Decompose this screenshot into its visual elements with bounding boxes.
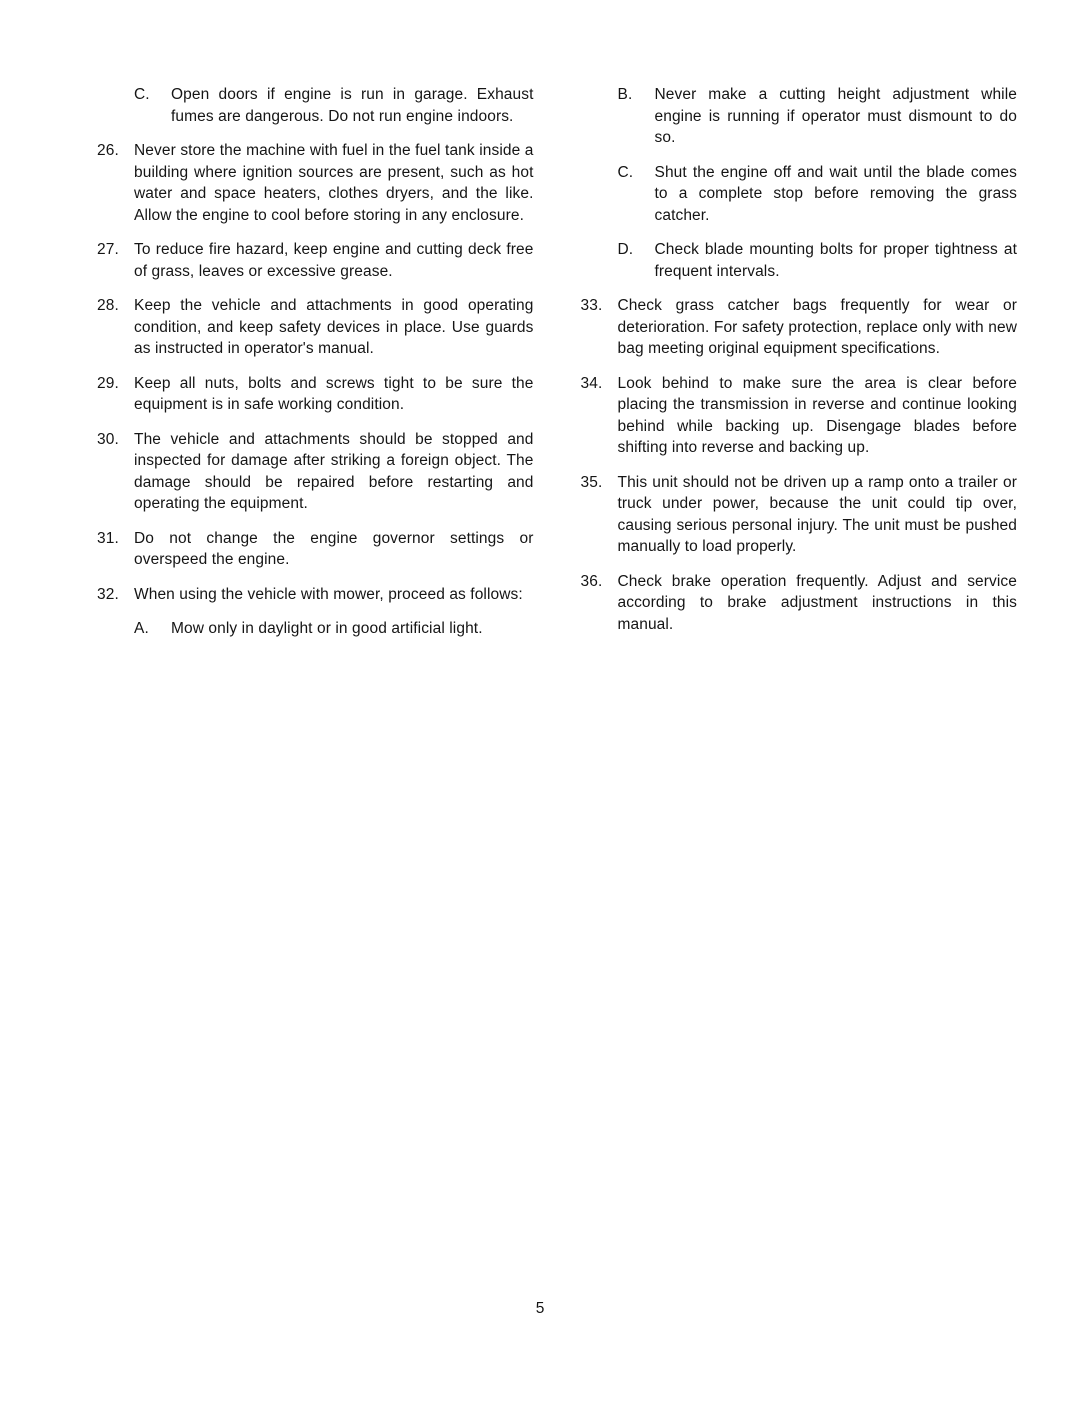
item-text: Never store the machine with fuel in the fuel tank inside a building where ignition sources are present, such as hot water and space heaters, clothes dryers, and the like. Allow the engine to cool before storing in any enclosure. [134,142,534,224]
item-label: 30. [97,430,119,448]
item-label: 27. [97,241,119,258]
item-label: C. [134,86,150,103]
item-label: 32. [97,585,119,603]
list-item [618,239,1018,282]
item-label: 36. [580,572,603,590]
list-item [581,373,1018,459]
list-item [97,140,534,226]
manual-page-content [97,84,1017,653]
page-number: 5 [535,1300,545,1317]
list-item [581,571,1018,636]
item-label: C. [617,163,634,181]
left-column [97,84,534,653]
item-label: 35. [580,473,603,491]
list-item [97,239,534,282]
item-text: Check brake operation frequently. Adjust and service according to brake adjustment instructions in this manual. [617,572,1017,633]
item-label: B. [617,86,633,103]
item-label: 33. [580,297,603,314]
list-item [618,84,1018,149]
item-label: 28. [97,297,119,314]
item-label: 29. [97,374,119,392]
list-item [97,584,534,606]
list-item [97,373,534,416]
item-text: Shut the engine off and wait until the blade comes to a complete stop before removing the grass catcher. [654,163,1017,224]
list-item [581,472,1018,558]
list-item [97,295,534,360]
item-text: Check grass catcher bags frequently for wear or deterioration. For safety protection, replace only with new bag meeting original equipment specifications. [617,297,1017,357]
item-text: Check blade mounting bolts for proper tightness at frequent intervals. [654,241,1017,280]
item-text: To reduce fire hazard, keep engine and cutting deck free of grass, leaves or excessive grease. [134,241,534,280]
item-text: Open doors if engine is run in garage. Exhaust fumes are dangerous. Do not run engine indoors. [171,86,534,125]
list-item [581,295,1018,360]
list-item [618,162,1018,227]
list-item [97,429,534,515]
list-item [134,618,534,640]
item-label: D. [617,241,634,258]
item-text: Never make a cutting height adjustment while engine is running if operator must dismount to do so. [654,86,1017,146]
list-item [134,84,534,127]
item-text: When using the vehicle with mower, proceed as follows: [134,585,523,603]
item-text: This unit should not be driven up a ramp onto a trailer or truck under power, because the unit could tip over, causing serious personal injury. The unit must be pushed manually to load properly. [617,473,1017,555]
item-label: 34. [580,374,603,392]
list-item [97,528,534,571]
item-text: Keep the vehicle and attachments in good operating condition, and keep safety devices in place. Use guards as instructed in operator's manual. [134,297,534,357]
item-label: 31. [97,529,119,547]
item-label: 26. [97,142,119,159]
item-text: Look behind to make sure the area is clear before placing the transmission in reverse and continue looking behind while backing up. Disengage blades before shifting into reverse and backing up. [617,374,1017,456]
right-column [581,84,1018,653]
item-text: Mow only in daylight or in good artificial light. [171,620,483,637]
item-text: Do not change the engine governor settings or overspeed the engine. [134,529,534,568]
item-label: A. [134,620,149,637]
item-text: The vehicle and attachments should be stopped and inspected for damage after striking a foreign object. The damage should be repaired before restarting and operating the equipment. [134,430,534,512]
item-text: Keep all nuts, bolts and screws tight to be sure the equipment is in safe working condition. [134,374,534,413]
